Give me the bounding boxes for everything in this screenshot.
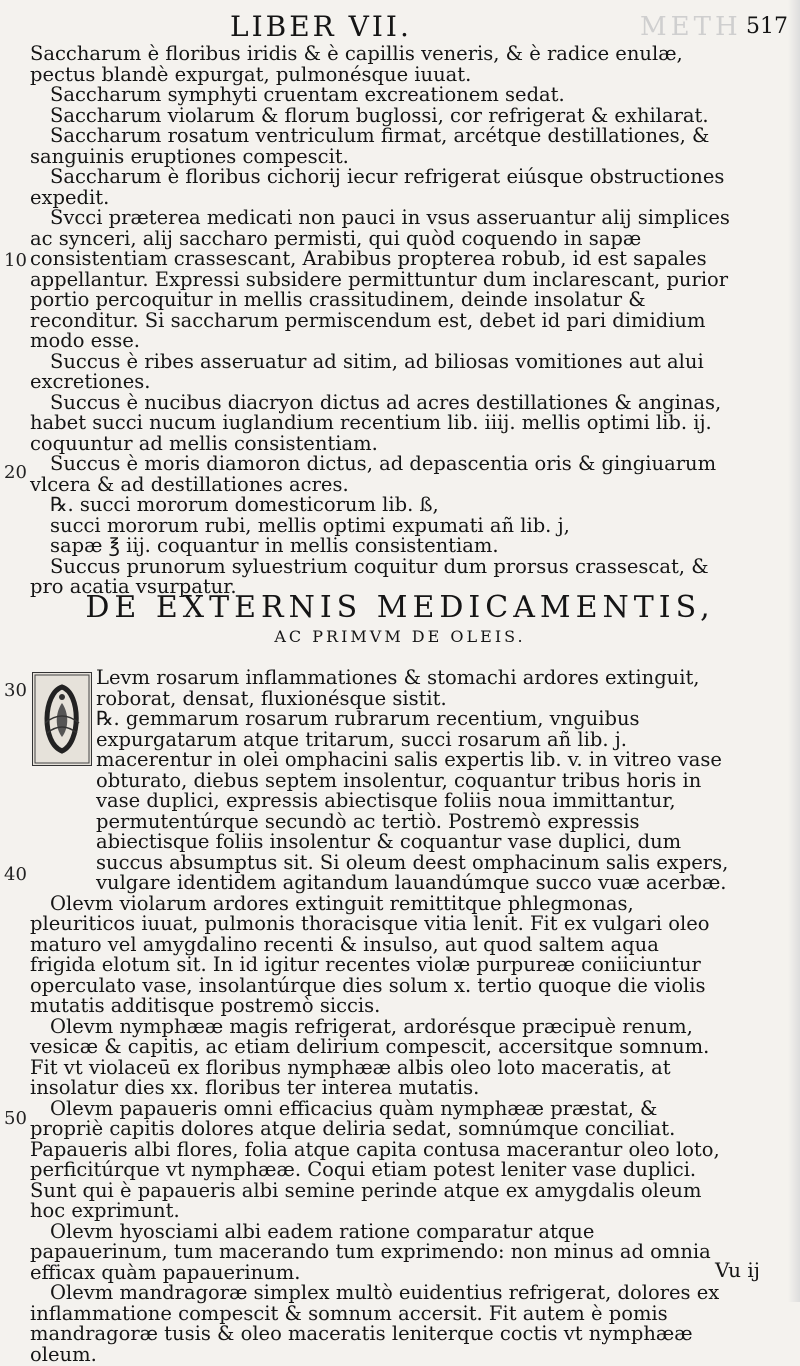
line-number-20: 20 [4,462,27,483]
paragraph: Saccharum symphyti cruentam excreationem sedat. [50,83,565,106]
paragraph: Succus prunorum syluestrium coquitur dum prorsus crassescat, & pro acatia vsurpatur. [30,554,709,598]
paragraph: Succus è moris diamoron dictus, ad depascentia oris & gingiuarum vlcera & ad destillationes acres. [30,452,717,496]
paragraph: Olevm violarum ardores extinguit remittitque phlegmonas, pleuriticos iuuat, pulmonis thoracisque vitia lenit. Fit ex vulgari oleo maturo vel amygdalino recenti & insulso, aut quod saltem aqua frigida elotum sit. In id igitur recentes violæ purpureæ coniiciuntur operculato vase, insolantúrque dies solum x. tertio quoque die violis mutatis additisque postremò siccis. [30,891,710,1017]
line-number-40: 40 [4,864,27,885]
sugar-and-juice-section [30,44,730,598]
page-header [0,4,800,44]
line-number-30: 30 [4,680,27,701]
page-number: 517 [746,14,788,39]
paragraph: Olevm hyosciami albi eadem ratione comparatur atque papauerinum, tum macerando tum exprimendo: non minus ad omnia efficax quàm papauerinum. [30,1219,711,1284]
paragraph: Saccharum è floribus iridis & è capillis veneris, & è radice enulæ, pectus blandè expurgat, pulmonésque iuuat. [30,42,683,86]
bleed-through-text: METH [640,12,742,42]
section-title: DE EXTERNIS MEDICAMENTIS, [85,590,715,625]
paragraph: Saccharum è floribus cichorij iecur refrigerat eiúsque obstructiones expedit. [30,165,725,209]
recipe-line: succi mororum rubi, mellis optimi expumati añ lib. j, [50,513,570,537]
paragraph: ℞. gemmarum rosarum rubrarum recentium, vnguibus expurgatarum atque tritarum, succi rosarum añ lib. j. macerentur in olei omphacini salis expertis lib. v. in vitreo vase obturato, diebus septem insolentur, coquantur tribus horis in vase duplici, expressis abiectisque foliis noua immittantur, permutentúrque secundò ac tertiò. Postremò expressis abiectisque foliis insolentur & coquantur vase duplici, dum succus absumptus sit. Si oleum deest omphacinum salis expers, vulgare identidem agitandum lauandúmque succo vuæ acerbæ. [96,707,729,894]
line-number-50: 50 [4,1108,27,1129]
oils-section [30,668,730,1365]
paragraph: Saccharum rosatum ventriculum firmat, arcétque destillationes, & sanguinis eruptiones compescit. [30,124,710,168]
paragraph: Saccharum violarum & florum buglossi, cor refrigerat & exhilarat. [50,103,709,127]
paragraph: Succus è nucibus diacryon dictus ad acres destillationes & anginas, habet succi nucum iuglandium recentium lib. iiij. mellis optimi lib. ij. coquuntur ad mellis consistentiam. [30,390,722,455]
paragraph: Olevm papaueris omni efficacius quàm nymphææ præstat, & propriè capitis dolores atque deliria sedat, somnúmque conciliat. Papaueris albi flores, folia atque capita contusa macerantur oleo loto, perficitúrque vt nymphææ. Coqui etiam potest leniter vase duplici. Sunt qui è papaueris albi semine perinde atque ex amygdalis oleum hoc exprimunt. [30,1096,720,1222]
paragraph: Levm rosarum inflammationes & stomachi ardores extinguit, roborat, densat, fluxionésque sistit. [96,666,700,710]
paragraph: Svcci præterea medicati non pauci in vsus asseruantur alij simplices ac synceri, alij saccharo permisti, qui quòd coquendo in sapæ consistentiam crassescant, Arabibus propterea robub, id est sapales appellantur. Expressi subsidere permittuntur dum inclarescant, purior portio percoquitur in mellis crassitudinem, deinde insolatur & reconditur. Si saccharum permiscendum est, debet id pari dimidium modo esse. [30,206,730,352]
page-edge-shadow [788,0,800,1302]
signature-mark: Vu ij [715,1258,760,1282]
line-number-10: 10 [4,250,27,271]
section-subtitle: AC PRIMVM DE OLEIS. [274,627,526,646]
paragraph: Succus è ribes asseruatur ad sitim, ad biliosas vomitiones aut alui excretiones. [30,349,704,393]
paragraph: Olevm mandragoræ simplex multò euidentius refrigerat, dolores ex inflammatione compescit & somnum accersit. Fit autem è pomis mandragoræ tusis & oleo maceratis leniterque coctis vt nymphææ oleum. [30,1281,720,1366]
paragraph: Olevm nymphææ magis refrigerat, ardorésque præcipuè renum, vesicæ & capitis, ac etiam delirium compescit, accersitque somnum. Fit vt violaceū ex floribus nymphææ albis oleo loto maceratis, at insolatur dies xx. floribus ter interea mutatis. [30,1014,710,1099]
recipe-line: ℞. succi mororum domesticorum lib. ß, [50,493,439,516]
recipe-line: sapæ ℥ iij. coquantur in mellis consistentiam. [50,534,499,557]
running-title: LIBER VII. [230,10,412,43]
